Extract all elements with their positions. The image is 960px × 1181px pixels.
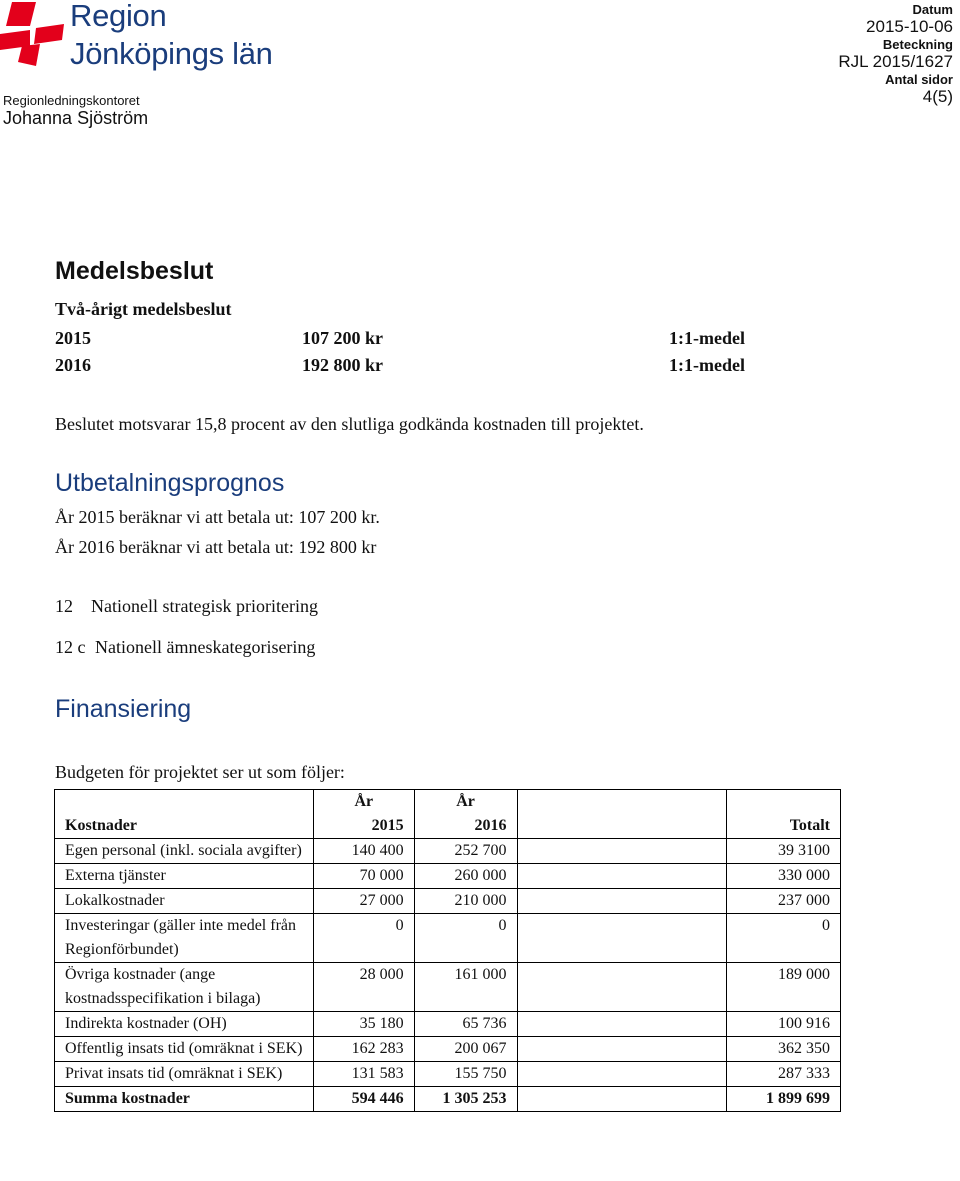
logo-wordmark (70, 0, 273, 73)
table-row (55, 1062, 841, 1087)
cost-2015: 27 000 (313, 889, 414, 914)
cost-empty (517, 963, 726, 1012)
cost-total: 237 000 (726, 889, 840, 914)
cost-2016: 210 000 (414, 889, 517, 914)
cost-label: Indirekta kostnader (OH) (55, 1012, 314, 1037)
cost-label: Privat insats tid (omräknat i SEK) (55, 1062, 314, 1087)
category-code: 12 c (55, 637, 86, 657)
sum-total: 1 899 699 (726, 1087, 840, 1112)
cost-2015: 140 400 (313, 839, 414, 864)
cost-2016: 155 750 (414, 1062, 517, 1087)
meta-block (838, 2, 953, 107)
cost-2016: 161 000 (414, 963, 517, 1012)
region-logo-icon (0, 0, 70, 68)
ref-value: RJL 2015/1627 (838, 52, 953, 71)
prognos-line-2016: År 2016 beräknar vi att betala ut: 192 800 kr (55, 537, 377, 557)
decision-row-year: 2015 (55, 328, 91, 348)
decision-row-amount: 107 200 kr (302, 328, 383, 348)
cost-2015: 70 000 (313, 864, 414, 889)
cost-2016: 260 000 (414, 864, 517, 889)
decision-row-year: 2016 (55, 355, 91, 375)
logo-line-county: Jönköpings län (70, 36, 273, 71)
cost-empty (517, 1062, 726, 1087)
cost-total: 287 333 (726, 1062, 840, 1087)
cost-total: 330 000 (726, 864, 840, 889)
cost-2015: 162 283 (313, 1037, 414, 1062)
office-name: Regionledningskontoret (3, 93, 140, 108)
table-header-cell (517, 814, 726, 839)
cost-total: 100 916 (726, 1012, 840, 1037)
prognos-line-2015: År 2015 beräknar vi att betala ut: 107 200 kr. (55, 507, 380, 527)
table-header-row (55, 814, 841, 839)
cost-2015: 28 000 (313, 963, 414, 1012)
sum-2016: 1 305 253 (414, 1087, 517, 1112)
decision-row-amount: 192 800 kr (302, 355, 383, 375)
cost-empty (517, 889, 726, 914)
cost-total: 0 (726, 914, 840, 963)
cost-2016: 0 (414, 914, 517, 963)
cost-empty (517, 914, 726, 963)
cost-2015: 131 583 (313, 1062, 414, 1087)
cost-2015: 35 180 (313, 1012, 414, 1037)
table-sum-row (55, 1087, 841, 1112)
heading-finansiering: Finansiering (55, 695, 192, 723)
date-value: 2015-10-06 (866, 17, 953, 36)
cost-label: Offentlig insats tid (omräknat i SEK) (55, 1037, 314, 1062)
cost-total: 362 350 (726, 1037, 840, 1062)
cost-empty (517, 1012, 726, 1037)
table-header-cell: 2015 (313, 814, 414, 839)
pages-label: Antal sidor (885, 72, 953, 87)
cost-label: Externa tjänster (55, 864, 314, 889)
cost-2016: 200 067 (414, 1037, 517, 1062)
heading-utbetalningsprognos: Utbetalningsprognos (55, 469, 285, 497)
sum-2015: 594 446 (313, 1087, 414, 1112)
cost-label: Övriga kostnader (ange kostnadsspecifikation i bilaga) (55, 963, 314, 1012)
subheading-tvaarigt: Två-årigt medelsbeslut (55, 299, 232, 319)
cost-2015: 0 (313, 914, 414, 963)
cost-label: Egen personal (inkl. sociala avgifter) (55, 839, 314, 864)
table-header-cell (517, 790, 726, 815)
cost-2016: 252 700 (414, 839, 517, 864)
budget-table (54, 789, 841, 1112)
cost-label: Investeringar (gäller inte medel från Regionförbundet) (55, 914, 314, 963)
decision-note: Beslutet motsvarar 15,8 procent av den slutliga godkända kostnaden till projektet. (55, 414, 644, 434)
cost-label: Lokalkostnader (55, 889, 314, 914)
table-header-cell (726, 790, 840, 815)
cost-2016: 65 736 (414, 1012, 517, 1037)
cost-total: 39 3100 (726, 839, 840, 864)
table-header-cell: År (313, 790, 414, 815)
table-row (55, 963, 841, 1012)
sum-label: Summa kostnader (55, 1087, 314, 1112)
table-row (55, 914, 841, 963)
decision-row-type: 1:1-medel (669, 328, 745, 348)
cost-empty (517, 1037, 726, 1062)
cost-empty (517, 864, 726, 889)
table-header-cell (55, 790, 314, 815)
table-row (55, 864, 841, 889)
table-header-cell: Kostnader (55, 814, 314, 839)
priority-code: 12 (55, 596, 73, 616)
ref-label: Beteckning (882, 37, 953, 52)
table-row (55, 839, 841, 864)
table-row (55, 889, 841, 914)
cost-total: 189 000 (726, 963, 840, 1012)
table-header-row (55, 790, 841, 815)
table-row (55, 1037, 841, 1062)
category-text: Nationell ämneskategorisering (95, 637, 316, 657)
author-name: Johanna Sjöström (3, 108, 149, 128)
decision-row-type: 1:1-medel (669, 355, 745, 375)
table-header-cell: År (414, 790, 517, 815)
table-row (55, 1012, 841, 1037)
priority-text: Nationell strategisk prioritering (91, 596, 318, 616)
table-header-cell: 2016 (414, 814, 517, 839)
date-label: Datum (912, 2, 953, 17)
cost-empty (517, 839, 726, 864)
budget-intro: Budgeten för projektet ser ut som följer: (55, 762, 345, 782)
heading-medelsbeslut: Medelsbeslut (55, 257, 214, 285)
pages-value: 4(5) (922, 87, 953, 106)
logo-line-region: Region (70, 0, 167, 33)
table-header-cell: Totalt (726, 814, 840, 839)
sum-empty (517, 1087, 726, 1112)
